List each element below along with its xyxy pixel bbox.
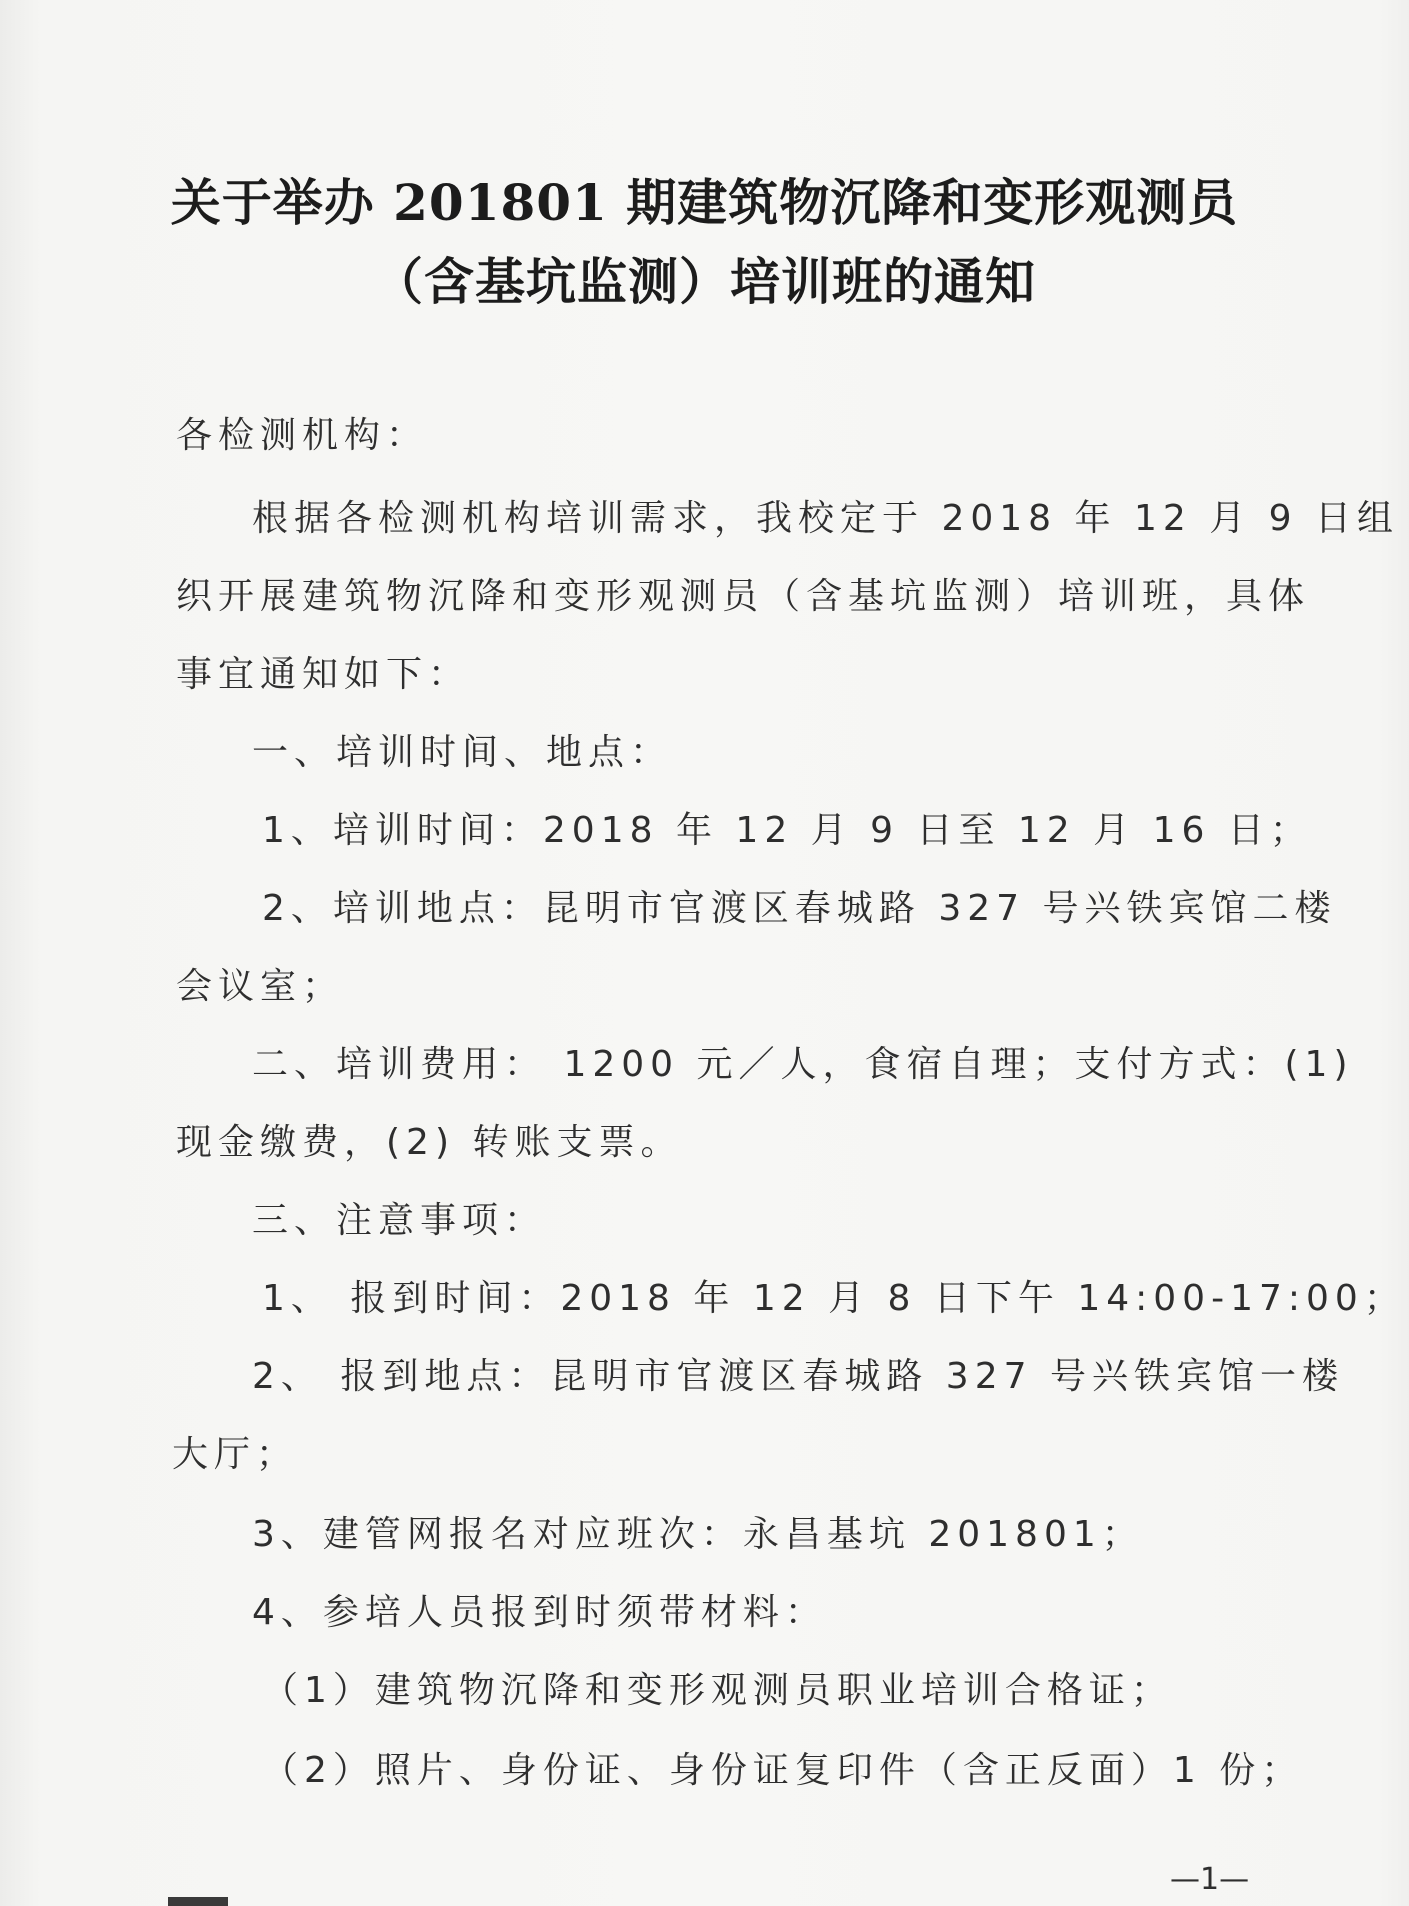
page-number: —1—	[1170, 1862, 1250, 1897]
section-2-line-1: 二、培训费用： 1200 元／人，食宿自理；支付方式：(1)	[252, 1044, 1354, 1085]
section-3-item-1: 1、 报到时间：2018 年 12 月 8 日下午 14:00-17:00；	[262, 1278, 1406, 1319]
section-1-item-2-line-2: 会议室；	[176, 966, 345, 1007]
section-3-item-4-sub-1: （1）建筑物沉降和变形观测员职业培训合格证；	[262, 1670, 1173, 1711]
section-3-heading: 三、注意事项：	[252, 1200, 547, 1241]
section-3-item-3: 3、建管网报名对应班次：永昌基坑 201801；	[252, 1514, 1144, 1555]
section-1-item-1: 1、培训时间：2018 年 12 月 9 日至 12 月 16 日；	[262, 810, 1312, 851]
intro-paragraph-line-3: 事宜通知如下：	[176, 654, 471, 695]
section-1-heading: 一、培训时间、地点：	[252, 732, 673, 773]
section-3-item-2-line-2: 大厅；	[172, 1434, 299, 1475]
salutation: 各检测机构：	[176, 415, 429, 456]
section-2-line-2: 现金缴费，(2) 转账支票。	[176, 1122, 683, 1163]
section-3-item-4-sub-2: （2）照片、身份证、身份证复印件（含正反面）1 份；	[262, 1750, 1304, 1791]
bottom-edge-mark	[168, 1897, 228, 1906]
document-title-line-1: 关于举办 201801 期建筑物沉降和变形观测员	[170, 173, 1239, 232]
section-3-item-2-line-1: 2、 报到地点：昆明市官渡区春城路 327 号兴铁宾馆一楼	[252, 1356, 1344, 1397]
section-3-item-4: 4、参培人员报到时须带材料：	[252, 1592, 827, 1633]
section-1-item-2-line-1: 2、培训地点：昆明市官渡区春城路 327 号兴铁宾馆二楼	[262, 888, 1337, 929]
document-title-line-2: （含基坑监测）培训班的通知	[373, 252, 1036, 311]
intro-paragraph-line-2: 织开展建筑物沉降和变形观测员（含基坑监测）培训班，具体	[176, 576, 1311, 617]
intro-paragraph-line-1: 根据各检测机构培训需求，我校定于 2018 年 12 月 9 日组	[252, 498, 1399, 539]
